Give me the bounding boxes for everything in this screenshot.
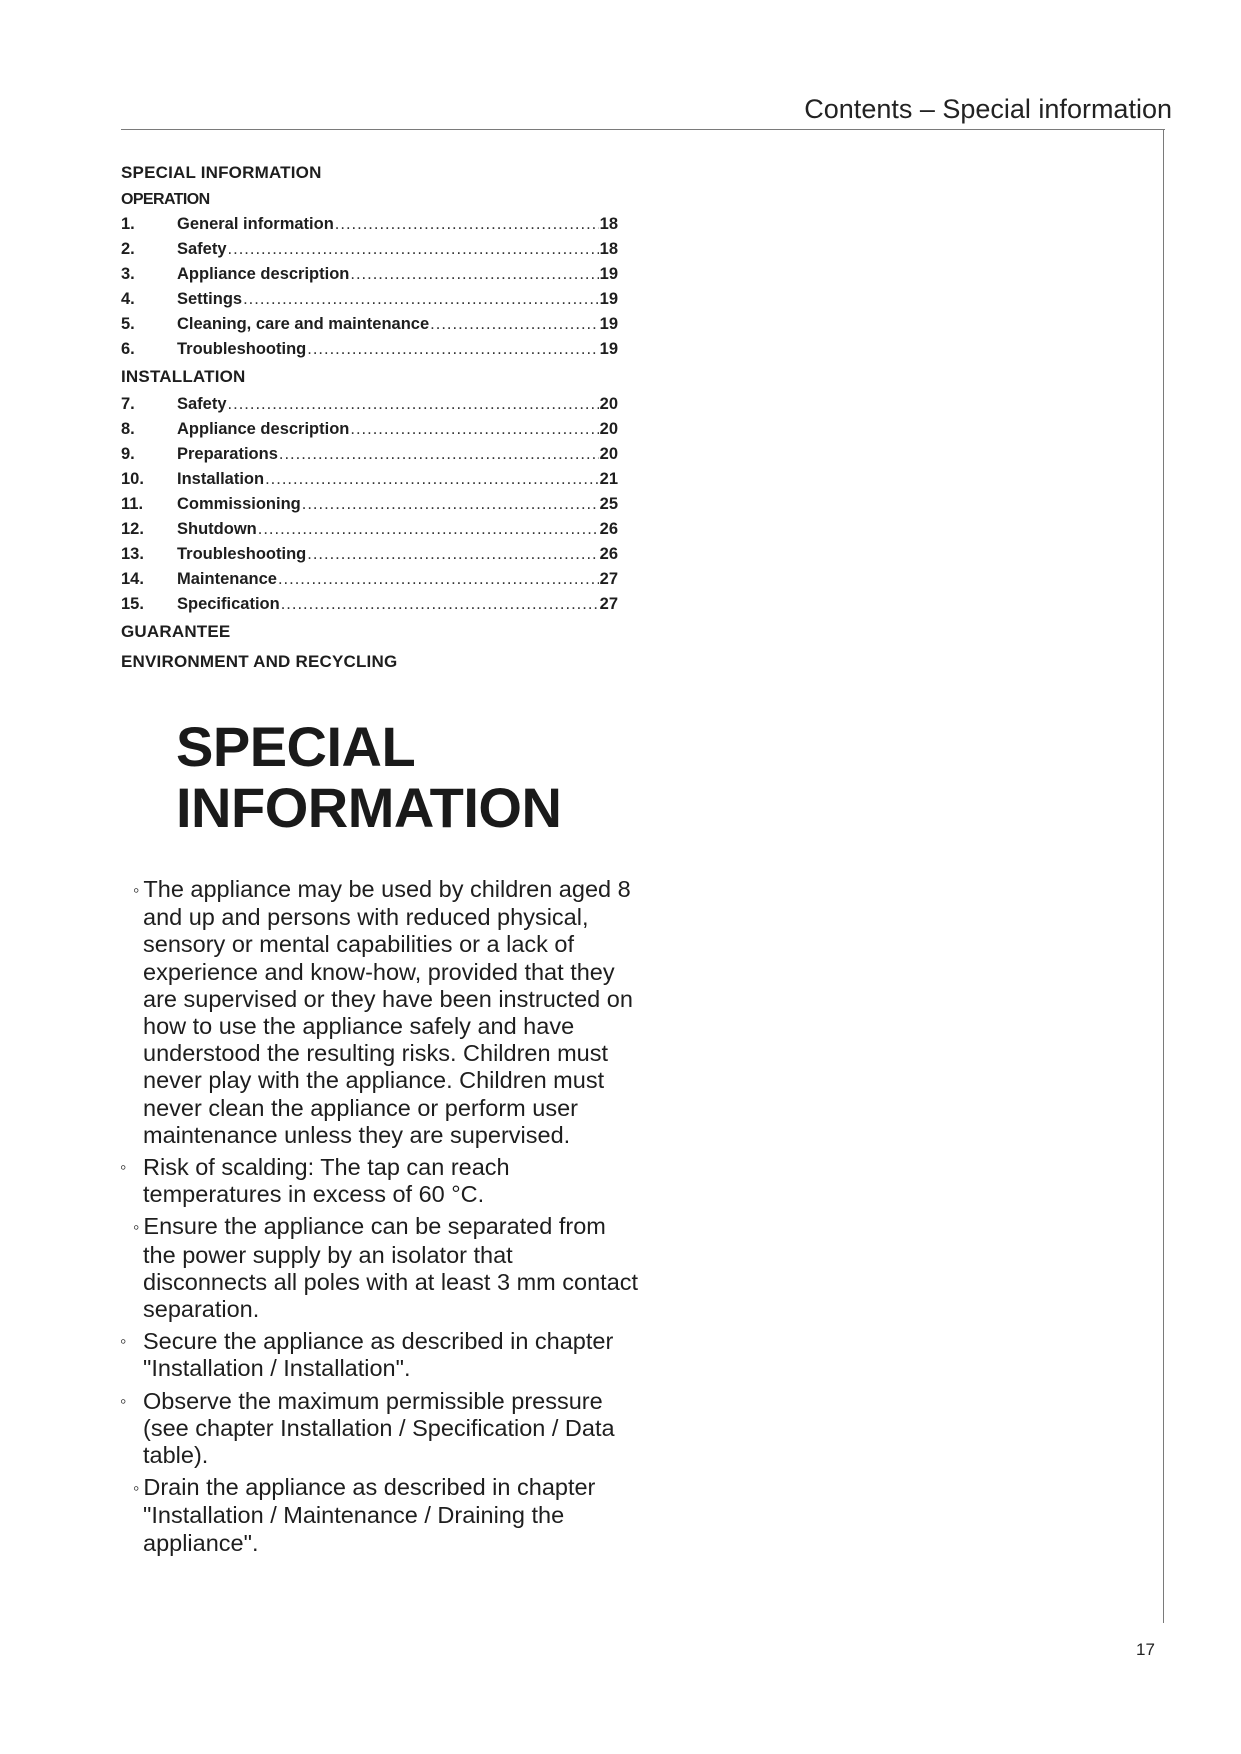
- toc-entry-label: Settings: [177, 290, 243, 308]
- toc-heading-operation[interactable]: OPERATION: [121, 191, 210, 208]
- toc-entry-page: 25: [599, 495, 618, 513]
- toc-entry-page: 18: [599, 240, 618, 258]
- toc-entry-number: 1.: [121, 215, 135, 233]
- toc-installation-list: [121, 392, 618, 617]
- toc-entry[interactable]: [121, 417, 618, 442]
- toc-entry-page: 21: [599, 470, 618, 488]
- section-heading-line-1: SPECIAL: [176, 715, 416, 778]
- list-item: [120, 876, 640, 1149]
- toc-entry-number: 7.: [121, 395, 135, 413]
- bullet-icon: ◦: [120, 1390, 127, 1411]
- list-item-text: Ensure the appliance can be separated from the power supply by an isolator that disconnects all poles with at least 3 mm contact separation.: [143, 1213, 639, 1323]
- toc-dot-leader: [243, 287, 599, 312]
- list-item-text: Drain the appliance as described in chapter "Installation / Maintenance / Draining the appliance".: [143, 1474, 596, 1556]
- bullet-icon: ◦: [133, 1217, 140, 1238]
- toc-entry[interactable]: [121, 212, 618, 237]
- section-heading: [176, 716, 561, 838]
- toc-dot-leader: [278, 567, 599, 592]
- toc-entry[interactable]: [121, 287, 618, 312]
- page-header-title: Contents – Special information: [804, 94, 1172, 124]
- list-item-text: The appliance may be used by children aged 8 and up and persons with reduced physical, sensory or mental capabilities or a lack of experience and know-how, provided that they are supervised or they have been instructed on how to use the appliance safely and have understood the resulting risks. Children must never play with the appliance. Children must never clean the appliance or perform user maintenance unless they are supervised.: [143, 876, 633, 1148]
- toc-entry[interactable]: [121, 237, 618, 262]
- toc-dot-leader: [307, 542, 598, 567]
- page-number: 17: [1136, 1640, 1155, 1659]
- toc-entry-page: 20: [599, 445, 618, 463]
- toc-entry-page: 20: [599, 395, 618, 413]
- toc-entry-label: Cleaning, care and maintenance: [177, 315, 430, 333]
- toc-entry-label: Preparations: [177, 445, 278, 463]
- list-item-text: Risk of scalding: The tap can reach temperatures in excess of 60 °C.: [143, 1154, 510, 1208]
- toc-dot-leader: [350, 262, 598, 287]
- toc-entry[interactable]: [121, 467, 618, 492]
- toc-entry-number: 8.: [121, 420, 135, 438]
- toc-entry-number: 2.: [121, 240, 135, 258]
- toc-entry-number: 3.: [121, 265, 135, 283]
- toc-entry[interactable]: [121, 517, 618, 542]
- toc-dot-leader: [279, 442, 599, 467]
- toc-heading-guarantee[interactable]: GUARANTEE: [121, 622, 231, 641]
- toc-entry-label: Appliance description: [177, 265, 350, 283]
- toc-entry-page: 19: [599, 290, 618, 308]
- toc-entry[interactable]: [121, 492, 618, 517]
- toc-entry-label: Safety: [177, 240, 227, 258]
- toc-dot-leader: [228, 392, 599, 417]
- toc-entry-page: 19: [599, 340, 618, 358]
- list-item: [120, 1328, 640, 1382]
- toc-dot-leader: [307, 337, 598, 362]
- toc-entry-page: 26: [599, 545, 618, 563]
- toc-entry-label: Safety: [177, 395, 227, 413]
- toc-entry[interactable]: [121, 442, 618, 467]
- list-item-text: Observe the maximum permissible pressure (see chapter Installation / Specification / Data table).: [143, 1387, 615, 1469]
- toc-entry[interactable]: [121, 392, 618, 417]
- toc-entry[interactable]: [121, 592, 618, 617]
- toc-entry-label: Specification: [177, 595, 280, 613]
- toc-dot-leader: [350, 417, 598, 442]
- toc-entry-label: Troubleshooting: [177, 545, 307, 563]
- toc-entry-number: 13.: [121, 545, 144, 563]
- toc-entry-number: 14.: [121, 570, 144, 588]
- toc-entry-label: Commissioning: [177, 495, 301, 513]
- toc-entry-page: 19: [599, 315, 618, 333]
- list-item: [120, 1474, 640, 1557]
- toc-entry-label: Shutdown: [177, 520, 257, 538]
- toc-entry-page: 27: [599, 595, 618, 613]
- toc-entry[interactable]: [121, 542, 618, 567]
- bullet-icon: ◦: [133, 880, 140, 900]
- toc-dot-leader: [281, 592, 599, 617]
- toc-dot-leader: [302, 492, 599, 517]
- toc-dot-leader: [265, 467, 599, 492]
- toc-heading-special-information[interactable]: SPECIAL INFORMATION: [121, 163, 322, 182]
- toc-entry-number: 15.: [121, 595, 144, 613]
- toc-entry-number: 12.: [121, 520, 144, 538]
- list-item: [120, 1388, 640, 1470]
- special-information-list: [120, 876, 640, 1562]
- right-margin-rule: [1163, 129, 1164, 1623]
- toc-entry-label: Maintenance: [177, 570, 277, 588]
- toc-heading-installation[interactable]: INSTALLATION: [121, 367, 246, 386]
- toc-entry-label: Troubleshooting: [177, 340, 307, 358]
- bullet-icon: ◦: [133, 1478, 140, 1499]
- toc-entry-page: 27: [599, 570, 618, 588]
- toc-operation-list: [121, 212, 618, 362]
- toc-entry[interactable]: [121, 567, 618, 592]
- toc-entry-number: 4.: [121, 290, 135, 308]
- toc-entry-label: Installation: [177, 470, 265, 488]
- table-of-contents: [121, 158, 618, 677]
- toc-entry-page: 26: [599, 520, 618, 538]
- toc-entry-number: 9.: [121, 445, 135, 463]
- toc-entry-number: 6.: [121, 340, 135, 358]
- toc-entry[interactable]: [121, 312, 618, 337]
- section-heading-line-2: INFORMATION: [176, 776, 562, 839]
- toc-entry[interactable]: [121, 262, 618, 287]
- list-item: [120, 1213, 640, 1323]
- toc-entry-page: 19: [599, 265, 618, 283]
- toc-dot-leader: [335, 212, 599, 237]
- toc-dot-leader: [430, 312, 598, 337]
- toc-entry-page: 18: [599, 215, 618, 233]
- list-item: [120, 1154, 640, 1208]
- toc-heading-environment[interactable]: ENVIRONMENT AND RECYCLING: [121, 652, 398, 671]
- bullet-icon: ◦: [120, 1157, 127, 1178]
- toc-dot-leader: [228, 237, 599, 262]
- toc-entry-number: 10.: [121, 470, 144, 488]
- list-item-text: Secure the appliance as described in chapter "Installation / Installation".: [143, 1328, 614, 1382]
- toc-entry-label: General information: [177, 215, 334, 233]
- toc-entry-number: 5.: [121, 315, 135, 333]
- toc-dot-leader: [258, 517, 599, 542]
- toc-entry-number: 11.: [121, 495, 144, 513]
- toc-entry-label: Appliance description: [177, 420, 350, 438]
- toc-entry-page: 20: [599, 420, 618, 438]
- header-divider: [121, 129, 1165, 130]
- bullet-icon: ◦: [120, 1331, 127, 1352]
- toc-entry[interactable]: [121, 337, 618, 362]
